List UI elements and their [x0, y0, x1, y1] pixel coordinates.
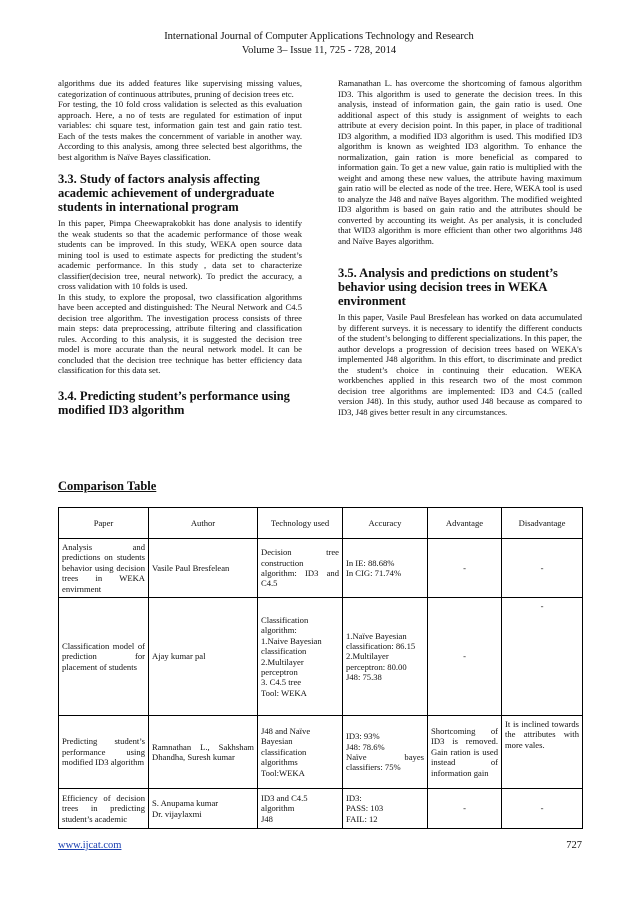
paragraph: For testing, the 10 fold cross validation is selected as this evaluation approach. Here, a no of tests are regulated for estimation of input variables: chi square test, information gain test and gain ratio test. Each of the tests makes the concernment of variable in another way. According to this analysis, among three selected best algorithms, the best algorithm is Naïve Bayes classification. — [58, 99, 302, 162]
advantage-cell: - — [428, 539, 502, 598]
disadvantage-cell: - — [502, 598, 583, 716]
left-column — [58, 78, 302, 421]
accuracy-cell: ID3: PASS: 103 FAIL: 12 — [343, 789, 428, 829]
technology-cell: Classification algorithm: 1.Naive Bayesian classification 2.Multilayer perceptron 3. C4.5 tree Tool: WEKA — [258, 598, 343, 716]
paper-cell: Predicting student’s performance using modified ID3 algorithm — [59, 716, 149, 789]
journal-title: International Journal of Computer Applications Technology and Research — [164, 31, 474, 42]
column-header: Advantage — [428, 508, 502, 539]
table-row — [59, 598, 583, 716]
column-header: Technology used — [258, 508, 343, 539]
comparison-table-title: Comparison Table — [58, 479, 157, 493]
journal-url-link[interactable]: www.ijcat.com — [58, 840, 122, 851]
table-row — [59, 716, 583, 789]
accuracy-cell: ID3: 93% J48: 78.6% Naïve bayes classifiers: 75% — [343, 716, 428, 789]
disadvantage-cell: - — [502, 539, 583, 598]
disadvantage-cell: - — [502, 789, 583, 829]
accuracy-cell: 1.Naïve Bayesian classification: 86.15 2.Multilayer perceptron: 80.00 J48: 75.38 — [343, 598, 428, 716]
advantage-cell: - — [428, 598, 502, 716]
comparison-table — [58, 507, 583, 829]
author-cell: Ramnathan L., Sakhsham Dhandha, Suresh kumar — [149, 716, 258, 789]
paper-cell: Efficiency of decision trees in predicting student’s academic — [59, 789, 149, 829]
advantage-cell: - — [428, 789, 502, 829]
table-row — [59, 789, 583, 829]
section-heading-3-3: 3.3. Study of factors analysis affecting academic achievement of undergraduate students in international program — [58, 172, 275, 214]
paragraph: In this paper, Pimpa Cheewaprakobkit has done analysis to identify the weak students so that the academic performance of those weak students can be improved. In this study, WEKA open source data mining tool is used to estimate aspects for predicting the student’s academic performance. In this study , data set to characterize classifier(decision tree, neural network). To predict the accuracy, a cross validation with 10 folds is used. — [58, 218, 302, 291]
technology-cell: Decision tree construction algorithm: ID3 and C4.5 — [258, 539, 343, 598]
page-number: 727 — [566, 840, 582, 851]
author-cell: Ajay kumar pal — [149, 598, 258, 716]
right-column — [338, 78, 582, 417]
section-heading-3-5: 3.5. Analysis and predictions on student’s behavior using decision trees in WEKA environment — [338, 266, 558, 308]
technology-cell: J48 and Naïve Bayesian classification algorithms Tool:WEKA — [258, 716, 343, 789]
author-cell: S. Anupama kumar Dr. vijaylaxmi — [149, 789, 258, 829]
paper-cell: Analysis and predictions on students behavior using decision trees in WEKA envirnment — [59, 539, 149, 598]
section-heading-3-4: 3.4. Predicting student’s performance using modified ID3 algorithm — [58, 388, 290, 417]
paragraph: Ramanathan L. has overcome the shortcoming of famous algorithm ID3. This algorithm is used to generate the decision trees. In this analysis, instead of information gain, the gain ratio is used. One additional aspect of this study is assignment of weights to each attribute at every decision point. In this paper, in place of traditional ID3 algorithm, a modified ID3 algorithm is used. This modified ID3 algorithm is known as weighted ID3 algorithm. To enhance the normalization, gain ration is more beneficial as compared to information gain. To get a new value, gain ratio is multiplied with the weight and among these new values, the attribute having maximum gain ratio will be elected as node of the tree. Here, WEKA tool is used to analyze the J48 and naïve Bayes algorithm. The modified weighted ID3 algorithm is based on gain ratio and the attributes should be converted by accounting its weight. As per analysis, it is concluded that WID3 algorithm is more efficient than other two algorithms J48 and Naïve Bayes algorithm. — [338, 78, 582, 246]
journal-header — [0, 30, 638, 58]
table-row — [59, 539, 583, 598]
journal-volume: Volume 3– Issue 11, 725 - 728, 2014 — [241, 45, 397, 56]
column-header: Paper — [59, 508, 149, 539]
column-header: Accuracy — [343, 508, 428, 539]
paragraph: In this paper, Vasile Paul Bresfelean has worked on data accumulated by different surveys. it is necessary to identify the different conducts of the student’s belonging to different specializations. In this paper, the author develops a progression of decision trees based on WEKA's implemented J48 algorithm. In this effort, to discriminate and predict the student’s choice in continuing their education. WEKA workbenches applied in this research two of the most common decision tree algorithms are implemented: ID3 and C4.5 (called version J48). In this study, author used J48 because as compared to ID3, J48 gives better result in any circumstances. — [338, 312, 582, 417]
column-header: Disadvantage — [502, 508, 583, 539]
disadvantage-cell: It is inclined towards the attributes with more vales. — [502, 716, 583, 789]
paragraph: algorithms due its added features like supervising missing values, categorization of continuous attributes, pruning of decision trees etc. — [58, 78, 302, 99]
paragraph: In this study, to explore the proposal, two classification algorithms have been accepted and distinguished: The Neural Network and C4.5 decision tree algorithm. The investigation process consists of three main steps: data preprocessing, attribute filtering and classification rules. According to this analysis, it is suggested the decision tree model is more accurate than the neural network model. It can be concluded that the decision tree technique has better efficiency data classification for this data set. — [58, 291, 302, 375]
column-header: Author — [149, 508, 258, 539]
paper-cell: Classification model of prediction for placement of students — [59, 598, 149, 716]
accuracy-cell: In IE: 88.68% In CIG: 71.74% — [343, 539, 428, 598]
author-cell: Vasile Paul Bresfelean — [149, 539, 258, 598]
table-header-row — [59, 508, 583, 539]
technology-cell: ID3 and C4.5 algorithm J48 — [258, 789, 343, 829]
advantage-cell: Shortcoming of ID3 is removed. Gain ration is used instead of information gain — [428, 716, 502, 789]
